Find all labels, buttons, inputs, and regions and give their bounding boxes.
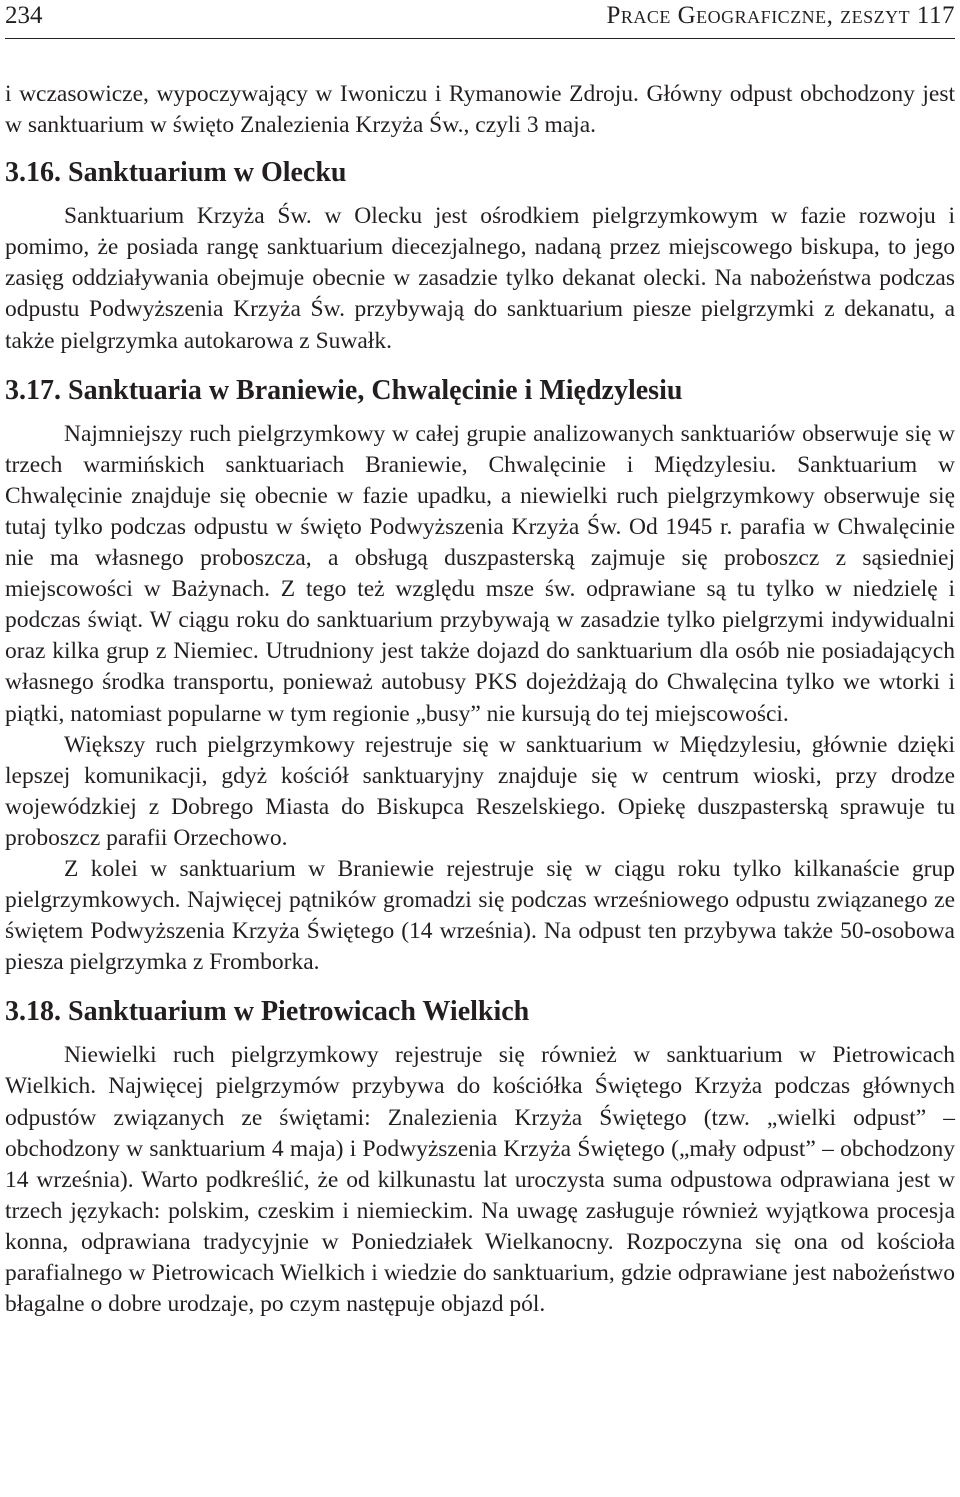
- page-number: 234: [5, 2, 43, 29]
- body-text: [5, 79, 955, 1320]
- paragraph-miedzylesie: Większy ruch pielgrzymkowy rejestruje się w sanktuarium w Międzylesiu, głównie dzięki lepszej komunikacji, gdyż kościół sanktuaryjny znajduje się w centrum wioski, przy drodze wojewódzkiej z Dobrego Miasta do Biskupca Reszelskiego. Opiekę duszpasterską sprawuje tu proboszcz parafii Orzechowo.: [5, 731, 955, 851]
- journal-title: Prace Geograficzne, zeszyt 117: [606, 2, 955, 29]
- section-heading-pietrowice: 3.18. Sanktuarium w Pietrowicach Wielkich: [5, 996, 530, 1028]
- section-heading-braniewo: 3.17. Sanktuaria w Braniewie, Chwalęcinie i Międzylesiu: [5, 374, 683, 406]
- paragraph-braniewo: Z kolei w sanktuarium w Braniewie rejestruje się w ciągu roku tylko kilkanaście grup pielgrzymkowych. Najwięcej pątników gromadzi się podczas wrześniowego odpustu związanego ze świętem Podwyższenia Krzyża Świętego (14 września). Na odpust ten przybywa także 50-osobowa piesza pielgrzymka z Fromborka.: [5, 855, 955, 976]
- intro-paragraph: i wczasowicze, wypoczywający w Iwoniczu i Rymanowie Zdroju. Główny odpust obchodzony jest w sanktuarium w święto Znalezienia Krzyża Św., czyli 3 maja.: [5, 81, 955, 139]
- page: [5, 0, 955, 1320]
- paragraph-olecko: Sanktuarium Krzyża Św. w Olecku jest ośrodkiem pielgrzymkowym w fazie rozwoju i pomimo, że posiada rangę sanktuarium diecezjalnego, nadaną przez miejscowego biskupa, to jego zasięg oddziaływania obejmuje obecnie w zasadzie tylko dekanat olecki. Na nabożeństwa podczas odpustu Podwyższenia Krzyża Św. przybywają do sanktuarium piesze pielgrzymki z dekanatu, a także pielgrzymka autokarowa z Suwałk.: [5, 203, 955, 354]
- paragraph-pietrowice: Niewielki ruch pielgrzymkowy rejestruje się również w sanktuarium w Pietrowicach Wielkich. Najwięcej pielgrzymów przybywa do kościółka Świętego Krzyża podczas głównych odpustów związanych ze świętami: Znalezienia Krzyża Świętego (tzw. „wielki odpust” – obchodzony w sanktuarium 4 maja) i Podwyższenia Krzyża Świętego („mały odpust” – obchodzony 14 września). Warto podkreślić, że od kilkunastu lat uroczysta suma odpustowa odprawiana jest w trzech językach: polskim, czeskim i niemieckim. Na uwagę zasługuje również wyjątkowa procesja konna, odprawiana tradycyjnie w Poniedziałek Wielkanocny. Rozpoczyna się ona od kościoła parafialnego w Pietrowicach Wielkich i wiedzie do sanktuarium, gdzie odprawiane jest nabożeństwo błagalne o dobre urodzaje, po czym następuje objazd pól.: [5, 1042, 955, 1318]
- paragraph-chwalecin: Najmniejszy ruch pielgrzymkowy w całej grupie analizowanych sanktuariów obserwuje się w trzech warmińskich sanktuariach Braniewie, Chwalęcinie i Międzylesiu. Sanktuarium w Chwalęcinie znajduje się obecnie w fazie upadku, a niewielki ruch pielgrzymkowy obserwuje się tutaj tylko podczas odpustu w święto Podwyższenia Krzyża Św. Od 1945 r. parafia w Chwalęcinie nie ma własnego proboszcza, a obsługą duszpasterską zajmuje się proboszcz z sąsiedniej miejscowości w Bażynach. Z tego też względu msze św. odprawiane są tu tylko w niedzielę i podczas świąt. W ciągu roku do sanktuarium przybywają w zasadzie tylko pielgrzymi indywidualni oraz kilka grup z Niemiec. Utrudniony jest także dojazd do sanktuarium dla osób nie posiadających własnego środka transportu, ponieważ autobusy PKS dojeżdżają do Chwalęcina tylko we wtorki i piątki, natomiast popularne w tym regionie „busy” nie kursują do tej miejscowości.: [5, 420, 955, 727]
- running-header: [5, 0, 955, 39]
- section-heading-olecko: 3.16. Sanktuarium w Olecku: [5, 157, 347, 189]
